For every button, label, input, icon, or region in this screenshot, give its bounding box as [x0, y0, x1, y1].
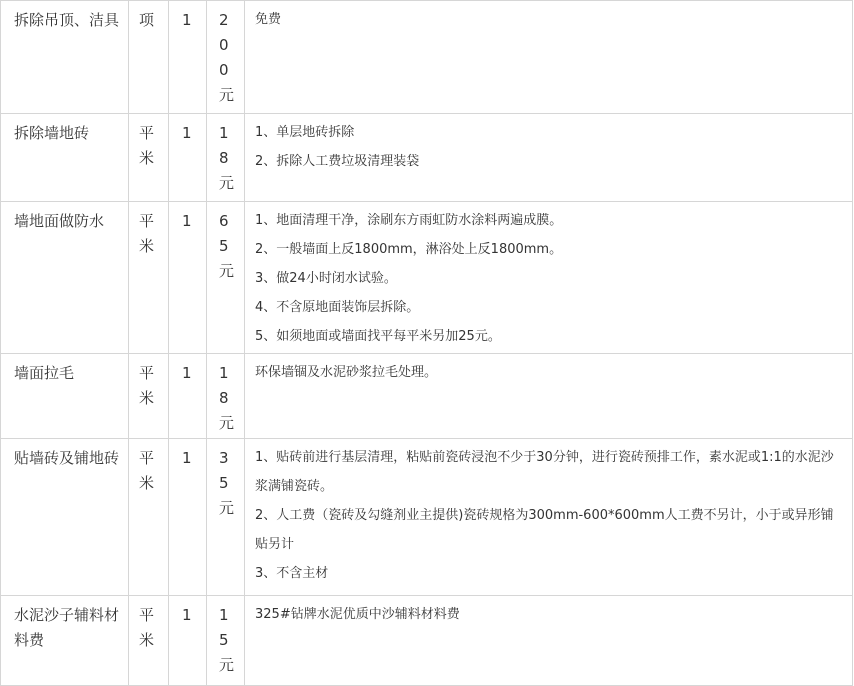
item-name-cell — [1, 1, 129, 114]
item-unit: 平米 — [139, 124, 155, 167]
item-name-cell — [1, 354, 129, 439]
item-name: 拆除墙地砖 — [14, 124, 90, 142]
item-price: 18元 — [219, 124, 235, 192]
note-line: 3、做24小时闭水试验。 — [255, 271, 397, 286]
unit-cell — [129, 596, 169, 686]
qty-cell — [169, 1, 207, 114]
item-qty: 1 — [182, 124, 192, 142]
unit-cell — [129, 114, 169, 202]
item-qty: 1 — [182, 364, 192, 382]
item-qty: 1 — [182, 11, 192, 29]
notes-cell — [245, 202, 853, 354]
table-row — [1, 596, 853, 686]
item-price: 200元 — [219, 11, 235, 104]
note-line: 5、如须地面或墙面找平每平米另加25元。 — [255, 329, 501, 344]
item-name: 水泥沙子辅料材料费 — [14, 606, 120, 649]
note-line: 1、贴砖前进行基层清理，粘贴前瓷砖浸泡不少于30分钟，进行瓷砖预排工作，素水泥或1:1的水泥沙浆满铺瓷砖。 — [255, 450, 834, 494]
item-name: 拆除吊顶、洁具 — [14, 11, 120, 29]
item-price: 15元 — [219, 606, 235, 674]
item-notes — [245, 596, 852, 629]
note-line: 4、不含原地面装饰层拆除。 — [255, 300, 420, 315]
price-cell — [207, 114, 245, 202]
qty-cell — [169, 439, 207, 596]
unit-cell — [129, 354, 169, 439]
price-cell — [207, 202, 245, 354]
item-price: 35元 — [219, 449, 235, 517]
unit-cell — [129, 202, 169, 354]
note-line: 1、地面清理干净，涂刷东方雨虹防水涂料两遍成膜。 — [255, 213, 563, 228]
notes-cell — [245, 354, 853, 439]
price-cell — [207, 1, 245, 114]
item-qty: 1 — [182, 449, 192, 467]
price-cell — [207, 596, 245, 686]
table-row — [1, 1, 853, 114]
price-cell — [207, 354, 245, 439]
item-notes — [245, 114, 852, 176]
item-name-cell — [1, 114, 129, 202]
qty-cell — [169, 354, 207, 439]
unit-cell — [129, 1, 169, 114]
table-row — [1, 354, 853, 439]
unit-cell — [129, 439, 169, 596]
qty-cell — [169, 114, 207, 202]
note-line: 环保墙锢及水泥砂浆拉毛处理。 — [255, 365, 438, 380]
table-row — [1, 114, 853, 202]
item-name: 墙面拉毛 — [14, 364, 75, 382]
note-line: 2、拆除人工费垃圾清理装袋 — [255, 154, 420, 169]
note-line: 2、人工费（瓷砖及勾缝剂业主提供)瓷砖规格为300mm-600*600mm人工费不另计，小于或异形铺贴另计 — [255, 508, 834, 552]
qty-cell — [169, 596, 207, 686]
notes-cell — [245, 1, 853, 114]
item-unit: 平米 — [139, 212, 155, 255]
item-unit: 平米 — [139, 449, 155, 492]
note-line: 1、单层地砖拆除 — [255, 125, 355, 140]
notes-cell — [245, 114, 853, 202]
item-name-cell — [1, 202, 129, 354]
note-line: 325#钻牌水泥优质中沙辅料材料费 — [255, 607, 460, 622]
note-line: 免费 — [255, 12, 282, 27]
qty-cell — [169, 202, 207, 354]
item-qty: 1 — [182, 606, 192, 624]
item-notes — [245, 1, 852, 34]
item-name-cell — [1, 596, 129, 686]
price-cell — [207, 439, 245, 596]
item-name-cell — [1, 439, 129, 596]
item-notes — [245, 439, 852, 588]
item-notes — [245, 354, 852, 387]
table-row — [1, 439, 853, 596]
item-price: 18元 — [219, 364, 235, 432]
notes-cell — [245, 439, 853, 596]
table-row — [1, 202, 853, 354]
item-notes — [245, 202, 852, 351]
item-unit: 平米 — [139, 364, 155, 407]
note-line: 3、不含主材 — [255, 566, 329, 581]
item-unit: 平米 — [139, 606, 155, 649]
item-name: 贴墙砖及铺地砖 — [14, 449, 120, 467]
notes-cell — [245, 596, 853, 686]
item-unit: 项 — [139, 11, 155, 29]
item-price: 65元 — [219, 212, 235, 280]
item-qty: 1 — [182, 212, 192, 230]
note-line: 2、一般墙面上反1800mm，淋浴处上反1800mm。 — [255, 242, 563, 257]
item-name: 墙地面做防水 — [14, 212, 105, 230]
